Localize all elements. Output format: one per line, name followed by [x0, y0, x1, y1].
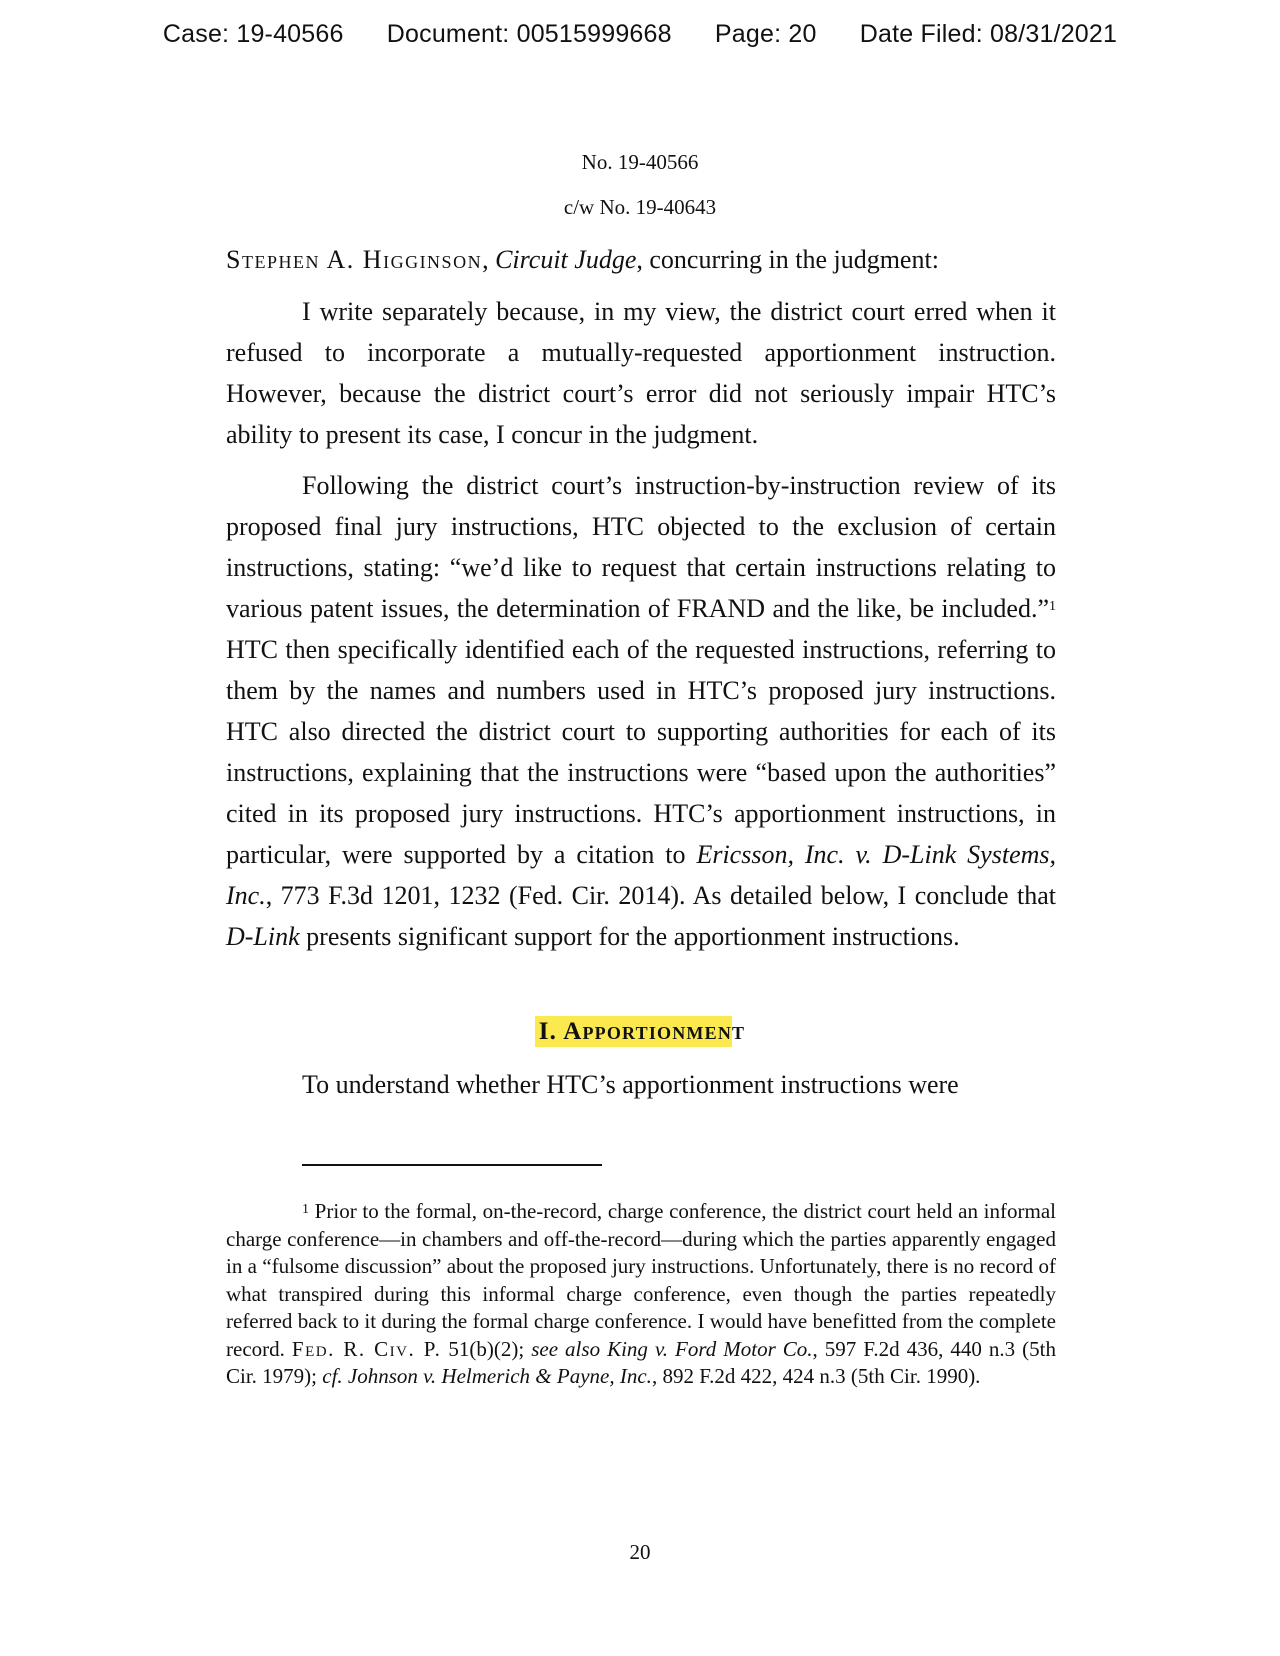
footnote-text-c: , 597 F.2d 436, 440 n.3 (5th Cir. 1979);	[226, 1336, 1057, 1388]
footnote-1	[226, 1198, 1056, 1391]
date-filed-header: Date Filed: 08/31/2021	[859, 20, 1118, 48]
case-number-header: Case: 19-40566	[162, 20, 344, 48]
paragraph-3: To understand whether HTC’s apportionment instructions were	[302, 1070, 959, 1099]
footnote-reference: 1	[1049, 599, 1056, 614]
page-header: Page: 20	[714, 20, 817, 48]
section-heading	[0, 1018, 1280, 1046]
footnote-divider	[302, 1164, 602, 1166]
heading-text-tail: t	[732, 1018, 746, 1045]
judge-separator: ,	[482, 245, 496, 274]
judge-attribution	[226, 245, 1056, 275]
case-citation-dlink: D-Link	[226, 922, 300, 951]
document-number-header: Document: 00515999668	[386, 20, 672, 48]
citation-johnson-helmerich: cf. Johnson v. Helmerich & Payne, Inc.	[322, 1364, 652, 1388]
paragraph-2-text-b: HTC then specifically identified each of the requested instructions, referring to them by the names and numbers used in HTC’s proposed jury instructions. HTC also directed the district court to supporting authorities for each of its instructions, explaining that the instructions were “based upon the authorities” cited in its proposed jury instructions. HTC’s apportionment instructions, in particular, were supported by a citation to	[226, 635, 1056, 869]
paragraph-2	[226, 465, 1056, 957]
footnote-marker: 1	[302, 1202, 309, 1217]
footnote-text-b: 51(b)(2);	[441, 1336, 532, 1361]
paragraph-1: I write separately because, in my view, the district court erred when it refused to incorporate a mutually-requested apportionment instruction. However, because the district court’s error did not seriously impair HTC’s ability to present its case, I concur in the judgment.	[226, 297, 1056, 449]
paragraph-2-text-c: , 773 F.3d 1201, 1232 (Fed. Cir. 2014). As detailed below, I conclude that	[265, 881, 1056, 910]
highlighted-heading-text: I. Apportionmen	[535, 1016, 732, 1047]
case-number-caption: No. 19-40566	[581, 150, 699, 174]
judge-title: Circuit Judge	[495, 245, 637, 274]
case-citation-ericsson: Ericsson, Inc. v. D-Link Systems, Inc.	[226, 840, 1056, 910]
paragraph-2-text-a: Following the district court’s instruction-by-instruction review of its proposed final jury instructions, HTC objected to the exclusion of certain instructions, stating: “we’d like to request that certain instructions relating to various patent issues, the determination of FRAND and the like, be included.”	[226, 471, 1056, 623]
footnote-text-d: , 892 F.2d 422, 424 n.3 (5th Cir. 1990).	[651, 1364, 981, 1388]
paragraph-2-text-d: presents significant support for the apportionment instructions.	[299, 922, 960, 951]
judge-opinion-type: , concurring in the judgment:	[636, 245, 939, 274]
citation-king-ford: see also King v. Ford Motor Co.	[531, 1336, 813, 1361]
footnote-text-a: Prior to the formal, on-the-record, charge conference, the district court held an informal charge conference—in chambers and off-the-record—during which the parties apparently engaged in a “fulsome discussion” about the proposed jury instructions. Unfortunately, there is no record of what transpired during this informal charge conference, even though the parties repeatedly referred back to it during the formal charge conference. I would have benefitted from the complete record.	[226, 1199, 1056, 1361]
judge-name: Stephen A. Higginson	[226, 245, 483, 274]
consolidated-case-caption: c/w No. 19-40643	[563, 195, 717, 219]
document-header	[0, 20, 1280, 49]
page-number: 20	[629, 1540, 651, 1564]
rule-citation: Fed. R. Civ. P.	[291, 1336, 442, 1361]
